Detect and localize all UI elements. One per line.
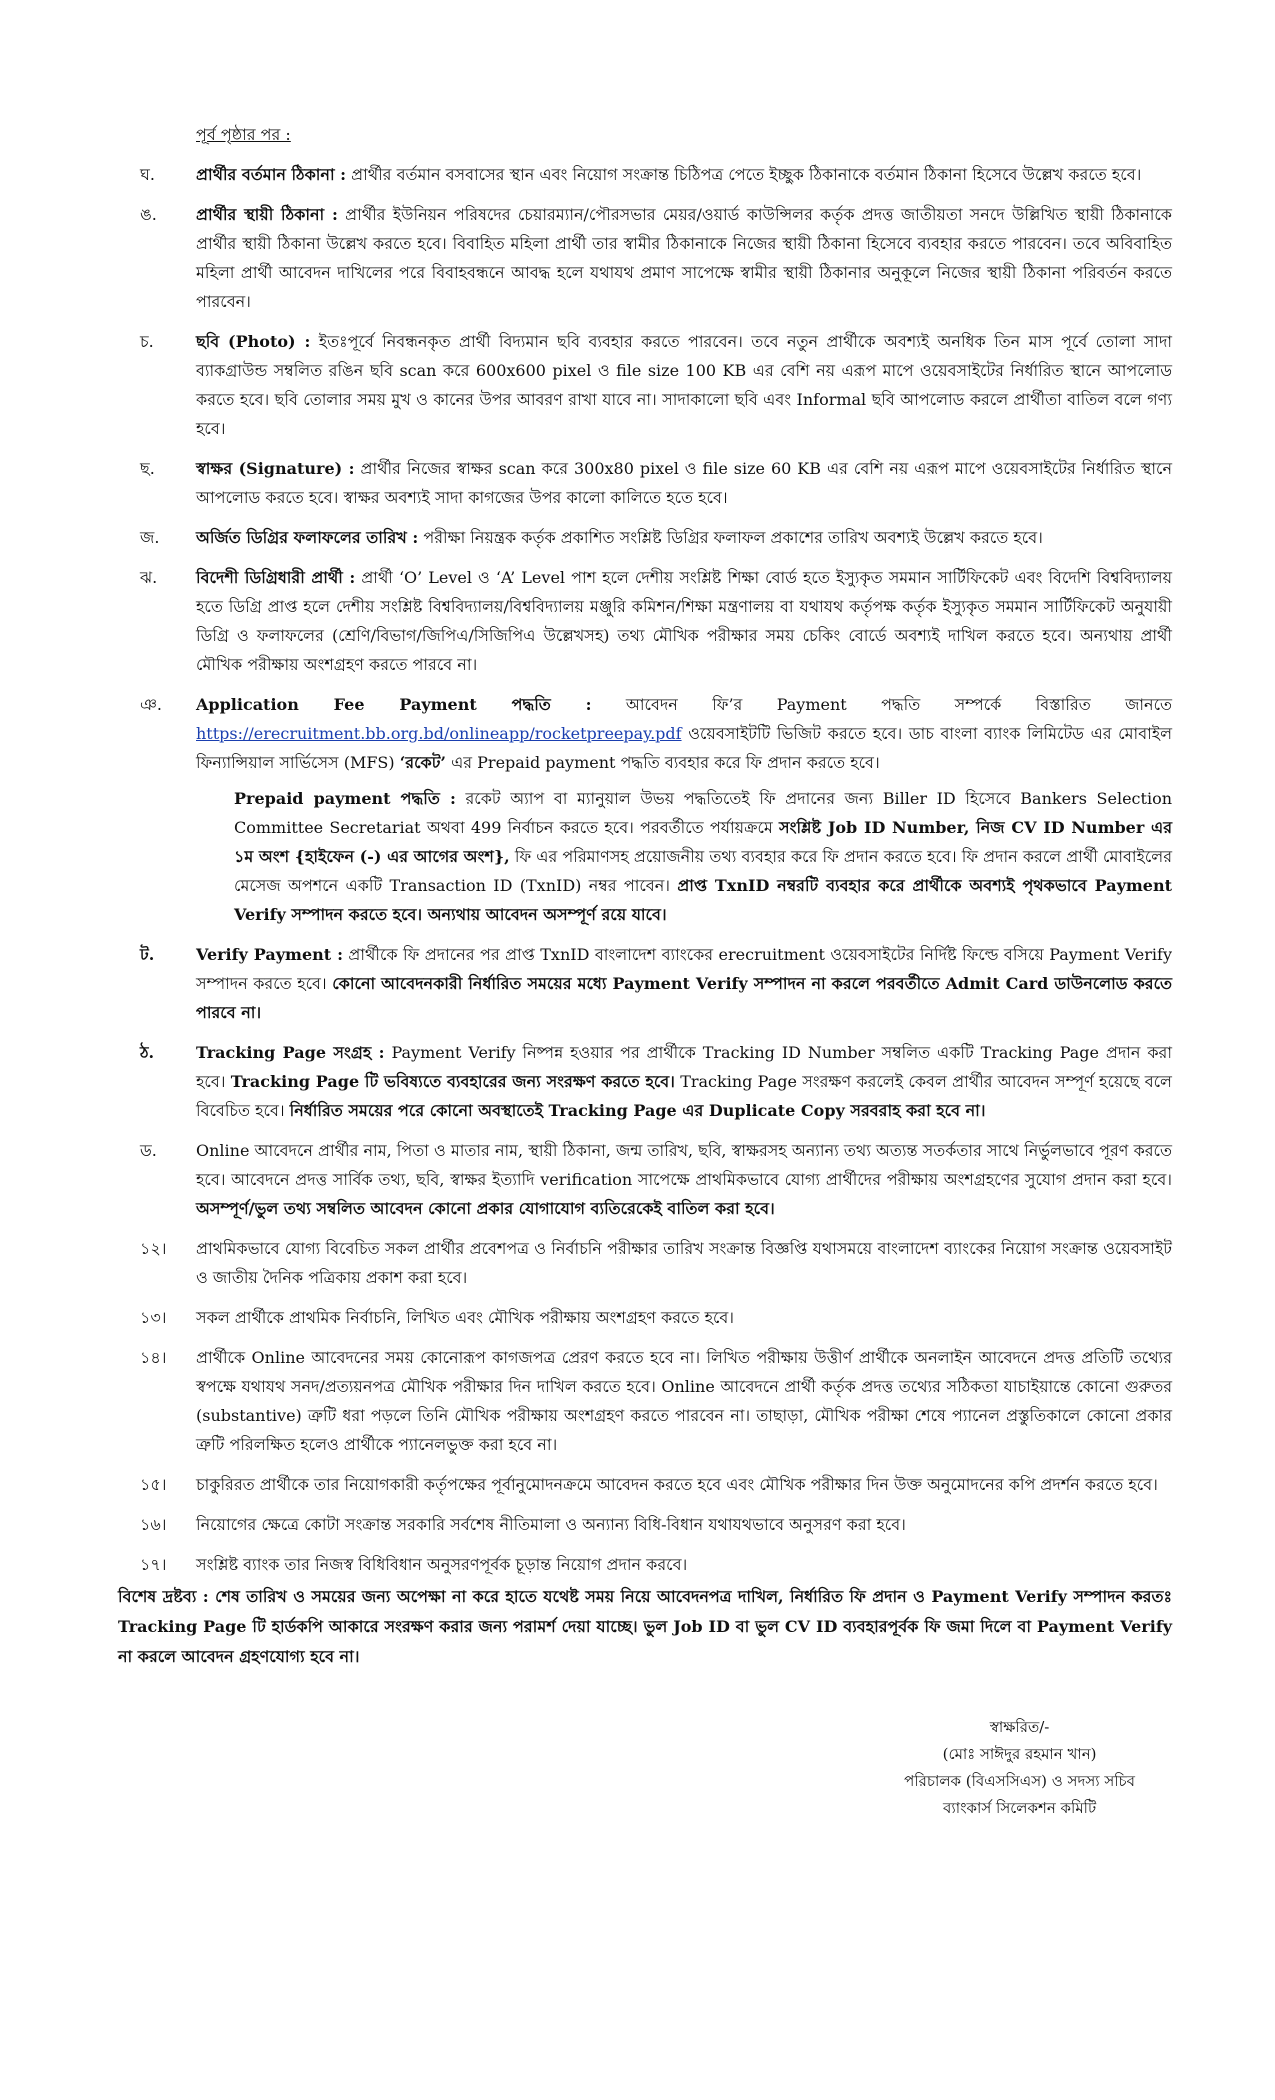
item-text: [196, 563, 1172, 679]
item-text: [196, 1038, 1172, 1125]
item-text-run: নির্ধারিত সময়ের পরে কোনো অবস্থাতেই Tracking Page এর Duplicate Copy সরবরাহ করা হবে না।: [289, 1101, 986, 1120]
item-label: চ.: [140, 332, 154, 351]
list-item: [140, 940, 1172, 1027]
item-label: ট.: [140, 945, 155, 964]
item-text: [196, 200, 1172, 316]
item-text-run: সংশ্লিষ্ট Job ID Number, নিজ CV ID Number এর ১ম অংশ {হাইফেন (-) এর আগের অংশ},: [234, 818, 1172, 866]
item-text-run: Prepaid payment পদ্ধতি :: [234, 789, 456, 808]
item-text-run: বিদেশী ডিগ্রিধারী প্রার্থী :: [196, 568, 356, 587]
item-label: ১৫।: [140, 1475, 167, 1494]
item-text-run: আবেদন ফি’র Payment পদ্ধতি সম্পর্কে বিস্তারিত জানতে: [591, 695, 1173, 714]
item-text-run: প্রার্থীর নিজের স্বাক্ষর scan করে 300x80 pixel ও file size 60 KB এর বেশি নয় এরূপ মাপে ওয়েবসাইটের নির্ধারিত স্থানে আপলোড করতে হবে। স্বাক্ষর অবশ্যই সাদা কাগজের উপর কালো কালিতে হতে হবে।: [196, 459, 1173, 507]
item-text-run: প্রার্থীর বর্তমান বসবাসের স্থান এবং নিয়োগ সংক্রান্ত চিঠিপত্র পেতে ইচ্ছুক ঠিকানাকে বর্তমান ঠিকানা হিসেবে উল্লেখ করতে হবে।: [346, 165, 1142, 184]
item-text: [196, 940, 1172, 1027]
item-label: ঝ.: [140, 568, 158, 587]
item-text: [196, 1136, 1172, 1223]
item-label: ড.: [140, 1141, 157, 1160]
item-text-run: প্রার্থীকে ফি প্রদানের পর প্রাপ্ত TxnID বাংলাদেশ ব্যাংকের erecruitment ওয়েবসাইটের নির্দিষ্ট ফিল্ডে বসিয়ে Payment Verify সম্পাদন করতে হবে।: [196, 945, 1172, 993]
item-text: [196, 1510, 1172, 1539]
list-item: [140, 160, 1172, 189]
item-text-run: কোনো আবেদনকারী নির্ধারিত সময়ের মধ্যে Payment Verify সম্পাদন না করলে পরবর্তীতে Admit Card ডাউনলোড করতে পারবে না।: [196, 974, 1172, 1022]
special-notice: বিশেষ দ্রষ্টব্য : শেষ তারিখ ও সময়ের জন্য অপেক্ষা না করে হাতে যথেষ্ট সময় নিয়ে আবেদনপত্র দাখিল, নির্ধারিত ফি প্রদান ও Payment Verify সম্পাদন করতঃ Tracking Page টি হার্ডকপি আকারে সংরক্ষণ করার জন্য পরামর্শ দেয়া যাচ্ছে। ভুল Job ID বা ভুল CV ID ব্যবহারপূর্বক ফি জমা দিলে বা Payment Verify না করলে আবেদন গ্রহণযোগ্য হবে না।: [118, 1587, 1172, 1666]
item-text-run: সকল প্রার্থীকে প্রাথমিক নির্বাচনি, লিখিত এবং মৌখিক পরীক্ষায় অংশগ্রহণ করতে হবে।: [196, 1308, 735, 1327]
list-item: [140, 1038, 1172, 1125]
item-text-run: চাকুরিরত প্রার্থীকে তার নিয়োগকারী কর্তৃপক্ষের পূর্বানুমোদনক্রমে আবেদন করতে হবে এবং মৌখিক পরীক্ষার দিন উক্ত অনুমোদনের কপি প্রদর্শন করতে হবে।: [196, 1475, 1158, 1494]
item-text-run: পরীক্ষা নিয়ন্ত্রক কর্তৃক প্রকাশিত সংশ্লিষ্ট ডিগ্রির ফলাফল প্রকাশের তারিখ অবশ্যই উল্লেখ করতে হবে।: [418, 528, 1043, 547]
list-item: [140, 1550, 1172, 1579]
item-text-run: অর্জিত ডিগ্রির ফলাফলের তারিখ :: [196, 528, 419, 547]
signed-label: স্বাক্ষরিত/-: [989, 1718, 1050, 1736]
item-text-run: প্রার্থীর বর্তমান ঠিকানা :: [196, 165, 347, 184]
item-text-run: Tracking Page সংগ্রহ :: [196, 1043, 385, 1062]
item-text-run: ছবি (Photo) :: [196, 332, 311, 351]
prepaid-payment-paragraph: [234, 784, 1172, 929]
item-label: ঞ.: [140, 695, 162, 714]
list-item: [140, 454, 1172, 512]
item-text-run: অসম্পূর্ণ/ভুল তথ্য সম্বলিত আবেদন কোনো প্রকার যোগাযোগ ব্যতিরেকেই বাতিল করা হবে।: [196, 1199, 775, 1218]
list-item: [140, 523, 1172, 552]
item-text-run: Online আবেদনে প্রার্থীর নাম, পিতা ও মাতার নাম, স্থায়ী ঠিকানা, জন্ম তারিখ, ছবি, স্বাক্ষরসহ অন্যান্য তথ্য অত্যন্ত সতর্কতার সাথে নির্ভুলভাবে পূরণ করতে হবে। আবেদনে প্রদত্ত সার্বিক তথ্য, ছবি, স্বাক্ষর ইত্যাদি verification সাপেক্ষে প্রাথমিকভাবে যোগ্য প্রার্থীদের পরীক্ষায় অংশগ্রহণের সুযোগ প্রদান করা হবে।: [196, 1141, 1172, 1189]
item-label: ঙ.: [140, 205, 157, 224]
signatory-name: (মোঃ সাঈদুর রহমান খান): [942, 1745, 1097, 1763]
items-list: [140, 160, 1172, 1590]
item-label: ১৩।: [140, 1308, 167, 1327]
item-text-run: Tracking Page টি ভবিষ্যতে ব্যবহারের জন্য সংরক্ষণ করতে হবে।: [230, 1072, 675, 1091]
item-text-run: প্রাথমিকভাবে যোগ্য বিবেচিত সকল প্রার্থীর প্রবেশপত্র ও নির্বাচনি পরীক্ষার তারিখ সংক্রান্ত বিজ্ঞপ্তি যথাসময়ে বাংলাদেশ ব্যাংকের নিয়োগ সংক্রান্ত ওয়েবসাইট ও জাতীয় দৈনিক পত্রিকায় প্রকাশ করা হবে।: [196, 1239, 1172, 1287]
item-text-run: Application Fee Payment পদ্ধতি :: [196, 695, 592, 714]
list-item: [140, 690, 1172, 777]
item-text-run: ওয়েবসাইটটি ভিজিট করতে হবে। ডাচ বাংলা ব্যাংক লিমিটেড এর মোবাইল ফিন্যান্সিয়াল সার্ভিসেস (MFS): [196, 724, 1172, 772]
item-label: ১৪।: [140, 1348, 167, 1367]
items-group-2: [140, 940, 1172, 1579]
item-text-run: স্বাক্ষর (Signature) :: [196, 459, 355, 478]
item-text: [196, 327, 1172, 443]
items-group-1: [140, 160, 1172, 777]
item-label: ছ.: [140, 459, 155, 478]
item-label: ১৬।: [140, 1515, 167, 1534]
item-text: [196, 523, 1172, 552]
list-item: [140, 1470, 1172, 1499]
item-text-run: প্রার্থীর স্থায়ী ঠিকানা :: [196, 205, 338, 224]
item-label: ১৭।: [140, 1555, 167, 1574]
item-text: [196, 1550, 1172, 1579]
item-text-run: রকেট অ্যাপ বা ম্যানুয়াল উভয় পদ্ধতিতেই ফি প্রদানের জন্য Biller ID হিসেবে Bankers Selection Committee Secretariat অথবা 499 নির্বাচন করতে হবে। পরবর্তীতে পর্যায়ক্রমে: [234, 789, 1173, 837]
item-text: [196, 1470, 1172, 1499]
item-text: [196, 690, 1172, 777]
list-item: [140, 563, 1172, 679]
item-text: [196, 454, 1172, 512]
list-item: [140, 1510, 1172, 1539]
item-text: [196, 1343, 1172, 1459]
item-text-run: এর Prepaid payment পদ্ধতি ব্যবহার করে ফি প্রদান করতে হবে।: [446, 753, 880, 772]
item-text-run: সংশ্লিষ্ট ব্যাংক তার নিজস্ব বিধিবিধান অনুসরণপূর্বক চূড়ান্ত নিয়োগ প্রদান করবে।: [196, 1555, 688, 1574]
item-text-run: প্রার্থী ‘O’ Level ও ‘A’ Level পাশ হলে দেশীয় সংশ্লিষ্ট শিক্ষা বোর্ড হতে ইস্যুকৃত সমমান সার্টিফিকেট এবং বিদেশি বিশ্ববিদ্যালয় হতে ডিগ্রি প্রাপ্ত হলে দেশীয় সংশ্লিষ্ট বিশ্ববিদ্যালয়/বিশ্ববিদ্যালয় মঞ্জুরি কমিশন/শিক্ষা মন্ত্রণালয় বা যথাযথ কর্তৃপক্ষ কর্তৃক ইস্যুকৃত সমমান সার্টিফিকেট অনুযায়ী ডিগ্রি ও ফলাফলের (শ্রেণি/বিভাগ/জিপিএ/সিজিপিএ উল্লেখসহ) তথ্য মৌখিক পরীক্ষার সময় চেকিং বোর্ডে অবশ্যই দাখিল করতে হবে। অন্যথায় প্রার্থী মৌখিক পরীক্ষায় অংশগ্রহণ করতে পারবে না।: [196, 568, 1173, 674]
list-item: [140, 1303, 1172, 1332]
item-text: [196, 1234, 1172, 1292]
item-label: জ.: [140, 528, 160, 547]
item-text-run: প্রাপ্ত TxnID নম্বরটি ব্যবহার করে প্রার্থীকে অবশ্যই পৃথকভাবে Payment Verify সম্পাদন করতে হবে। অন্যথায় আবেদন অসম্পূর্ণ রয়ে যাবে।: [234, 876, 1172, 924]
continued-label: পূর্ব পৃষ্ঠার পর :: [196, 125, 291, 144]
list-item: [140, 1343, 1172, 1459]
item-text-run: ফি এর পরিমাণসহ প্রয়োজনীয় তথ্য ব্যবহার করে ফি প্রদান করতে হবে। ফি প্রদান করলে প্রার্থী মোবাইলের মেসেজ অপশনে একটি Transaction ID (TxnID) নম্বর পাবেন।: [234, 847, 1172, 895]
item-text-run: ‘রকেট’: [399, 753, 447, 772]
item-label: ঠ.: [140, 1043, 155, 1062]
item-text-run: ইতঃপূর্বে নিবন্ধনকৃত প্রার্থী বিদ্যমান ছবি ব্যবহার করতে পারবেন। তবে নতুন প্রার্থীকে অবশ্যই অনধিক তিন মাস পূর্বে তোলা সাদা ব্যাকগ্রাউন্ড সম্বলিত রঙিন ছবি scan করে 600x600 pixel ও file size 100 KB এর বেশি নয় এরূপ মাপে ওয়েবসাইটের নির্ধারিত স্থানে আপলোড করতে হবে। ছবি তোলার সময় মুখ ও কানের উপর আবরণ রাখা যাবে না। সাদাকালো ছবি এবং Informal ছবি আপলোড করলে প্রার্থীতা বাতিল বলে গণ্য হবে।: [196, 332, 1172, 438]
item-label: ১২।: [140, 1239, 167, 1258]
signatory-committee: ব্যাংকার্স সিলেকশন কমিটি: [943, 1799, 1097, 1817]
item-text: [196, 1303, 1172, 1332]
item-text-run: নিয়োগের ক্ষেত্রে কোটা সংক্রান্ত সরকারি সর্বশেষ নীতিমালা ও অন্যান্য বিধি-বিধান যথাযথভাবে অনুসরণ করা হবে।: [196, 1515, 906, 1534]
signatory-designation: পরিচালক (বিএসসিএস) ও সদস্য সচিব: [904, 1772, 1135, 1790]
item-text-run: প্রার্থীকে Online আবেদনের সময় কোনোরূপ কাগজপত্র প্রেরণ করতে হবে না। লিখিত পরীক্ষায় উত্তীর্ণ প্রার্থীকে অনলাইন আবেদনে প্রদত্ত প্রতিটি তথ্যের স্বপক্ষে যথাযথ সনদ/প্রত্যয়নপত্র মৌখিক পরীক্ষার দিন দাখিল করতে হবে। Online আবেদনে প্রার্থী কর্তৃক প্রদত্ত তথ্যের সঠিকতা যাচাইয়ান্তে কোনো গুরুতর (substantive) ত্রুটি ধরা পড়লে তিনি মৌখিক পরীক্ষায় অংশগ্রহণ করতে পারবেন না। তাছাড়া, মৌখিক পরীক্ষা শেষে প্যানেল প্রস্তুতিকালে কোনো প্রকার ত্রুটি পরিলক্ষিত হলেও প্রার্থীকে প্যানেলভুক্ত করা হবে না।: [196, 1348, 1172, 1454]
item-label: ঘ.: [140, 165, 155, 184]
item-text-run: Verify Payment :: [196, 945, 343, 964]
item-text-run: প্রার্থীর ইউনিয়ন পরিষদের চেয়ারম্যান/পৌরসভার মেয়র/ওয়ার্ড কাউন্সিলর কর্তৃক প্রদত্ত জাতীয়তা সনদে উল্লিখিত স্থায়ী ঠিকানাকে প্রার্থীর স্থায়ী ঠিকানা উল্লেখ করতে হবে। বিবাহিত মহিলা প্রার্থী তার স্বামীর ঠিকানাকে নিজের স্থায়ী ঠিকানা হিসেবে ব্যবহার করতে পারবেন। তবে অবিবাহিত মহিলা প্রার্থী আবেদন দাখিলের পরে বিবাহবন্ধনে আবদ্ধ হলে যথাযথ প্রমাণ সাপেক্ষে স্বামীর স্থায়ী ঠিকানার অনুকূলে নিজের স্থায়ী ঠিকানা পরিবর্তন করতে পারবেন।: [196, 205, 1172, 311]
list-item: [140, 327, 1172, 443]
item-text-run: Tracking Page সংরক্ষণ করলেই কেবল প্রার্থীর আবেদন সম্পূর্ণ হয়েছে বলে বিবেচিত হবে।: [196, 1072, 1172, 1120]
item-text-run: Payment Verify নিষ্পন্ন হওয়ার পর প্রার্থীকে Tracking ID Number সম্বলিত একটি Tracking Page প্রদান করা হবে।: [196, 1043, 1172, 1091]
item-text: [196, 160, 1172, 189]
list-item: [140, 200, 1172, 316]
payment-guide-link[interactable]: https://erecruitment.bb.org.bd/onlineapp/rocketpreepay.pdf: [196, 724, 682, 743]
signature-block: [904, 1714, 1135, 1822]
list-item: [140, 1136, 1172, 1223]
list-item: [140, 1234, 1172, 1292]
